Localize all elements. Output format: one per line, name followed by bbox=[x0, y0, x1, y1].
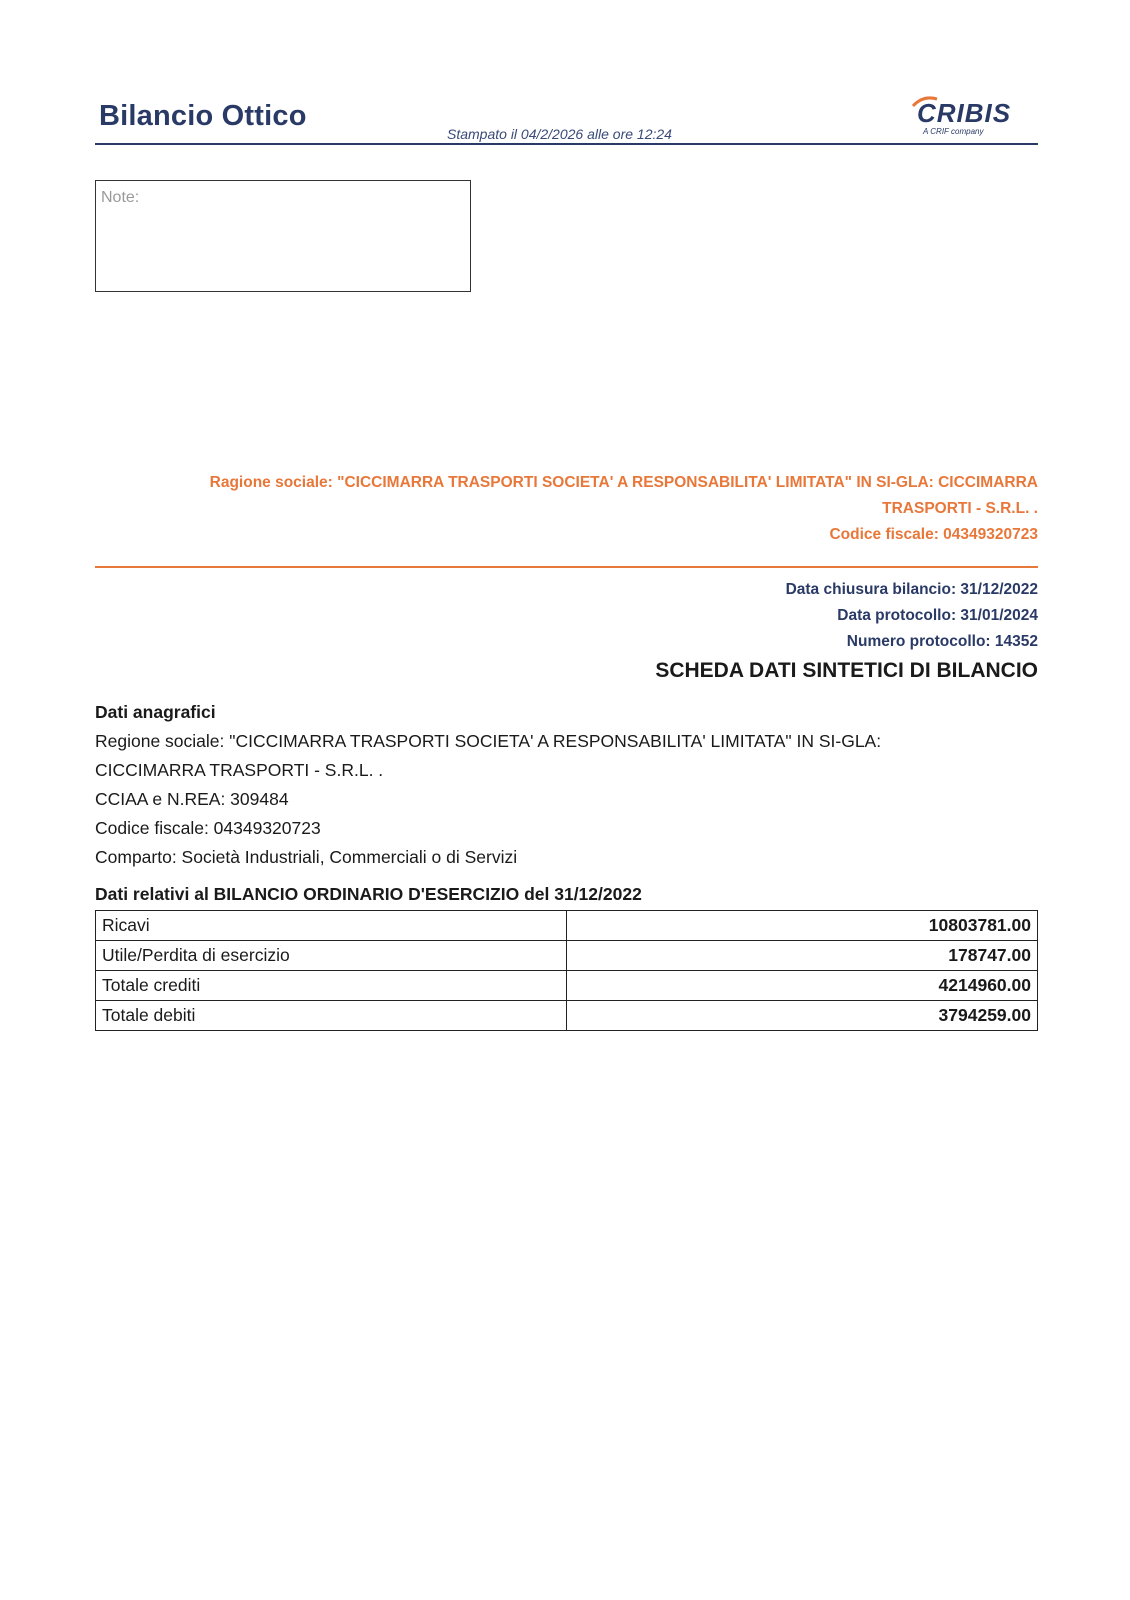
registry-heading: Dati anagrafici bbox=[95, 702, 216, 722]
row-value: 10803781.00 bbox=[567, 911, 1038, 941]
company-name-line: Ragione sociale: "CICCIMARRA TRASPORTI SOCIETA' A RESPONSABILITA' LIMITATA" IN SI-GLA: CICCIMARRA bbox=[209, 474, 1038, 491]
note-box[interactable] bbox=[95, 180, 471, 292]
balance-meta bbox=[786, 577, 1038, 655]
row-value: 4214960.00 bbox=[567, 971, 1038, 1001]
protocol-date: Data protocollo: 31/01/2024 bbox=[837, 607, 1038, 624]
registry-data bbox=[95, 698, 1055, 872]
registry-line: Comparto: Società Industriali, Commerciali o di Servizi bbox=[95, 847, 518, 867]
cribis-logo bbox=[915, 98, 1037, 142]
protocol-number: Numero protocollo: 14352 bbox=[846, 633, 1038, 650]
financials-heading: Dati relativi al BILANCIO ORDINARIO D'ESERCIZIO del 31/12/2022 bbox=[95, 884, 642, 904]
company-divider bbox=[95, 566, 1038, 568]
row-label: Ricavi bbox=[96, 911, 567, 941]
row-value: 3794259.00 bbox=[567, 1001, 1038, 1031]
company-info bbox=[98, 470, 1038, 548]
logo-tagline: A CRIF company bbox=[923, 127, 984, 136]
print-timestamp: Stampato il 04/2/2026 alle ore 12:24 bbox=[447, 126, 672, 142]
section-title: SCHEDA DATI SINTETICI DI BILANCIO bbox=[655, 659, 1038, 682]
table-row bbox=[96, 1001, 1038, 1031]
registry-line: Codice fiscale: 04349320723 bbox=[95, 818, 321, 838]
registry-line: CCIAA e N.REA: 309484 bbox=[95, 789, 289, 809]
table-row bbox=[96, 971, 1038, 1001]
table-row bbox=[96, 941, 1038, 971]
registry-line: CICCIMARRA TRASPORTI - S.R.L. . bbox=[95, 760, 384, 780]
row-label: Utile/Perdita di esercizio bbox=[96, 941, 567, 971]
row-label: Totale debiti bbox=[96, 1001, 567, 1031]
page-title: Bilancio Ottico bbox=[99, 100, 307, 132]
header-divider bbox=[95, 143, 1038, 145]
registry-line: Regione sociale: "CICCIMARRA TRASPORTI SOCIETA' A RESPONSABILITA' LIMITATA" IN SI-GLA: bbox=[95, 731, 882, 751]
logo-wordmark: CRIBIS bbox=[917, 98, 1012, 128]
financials-table bbox=[95, 910, 1038, 1031]
row-value: 178747.00 bbox=[567, 941, 1038, 971]
company-tax-code: Codice fiscale: 04349320723 bbox=[829, 526, 1038, 543]
note-label: Note: bbox=[101, 189, 140, 206]
company-name-line-cont: TRASPORTI - S.R.L. . bbox=[882, 500, 1038, 517]
table-row bbox=[96, 911, 1038, 941]
row-label: Totale crediti bbox=[96, 971, 567, 1001]
closing-date: Data chiusura bilancio: 31/12/2022 bbox=[785, 581, 1038, 598]
